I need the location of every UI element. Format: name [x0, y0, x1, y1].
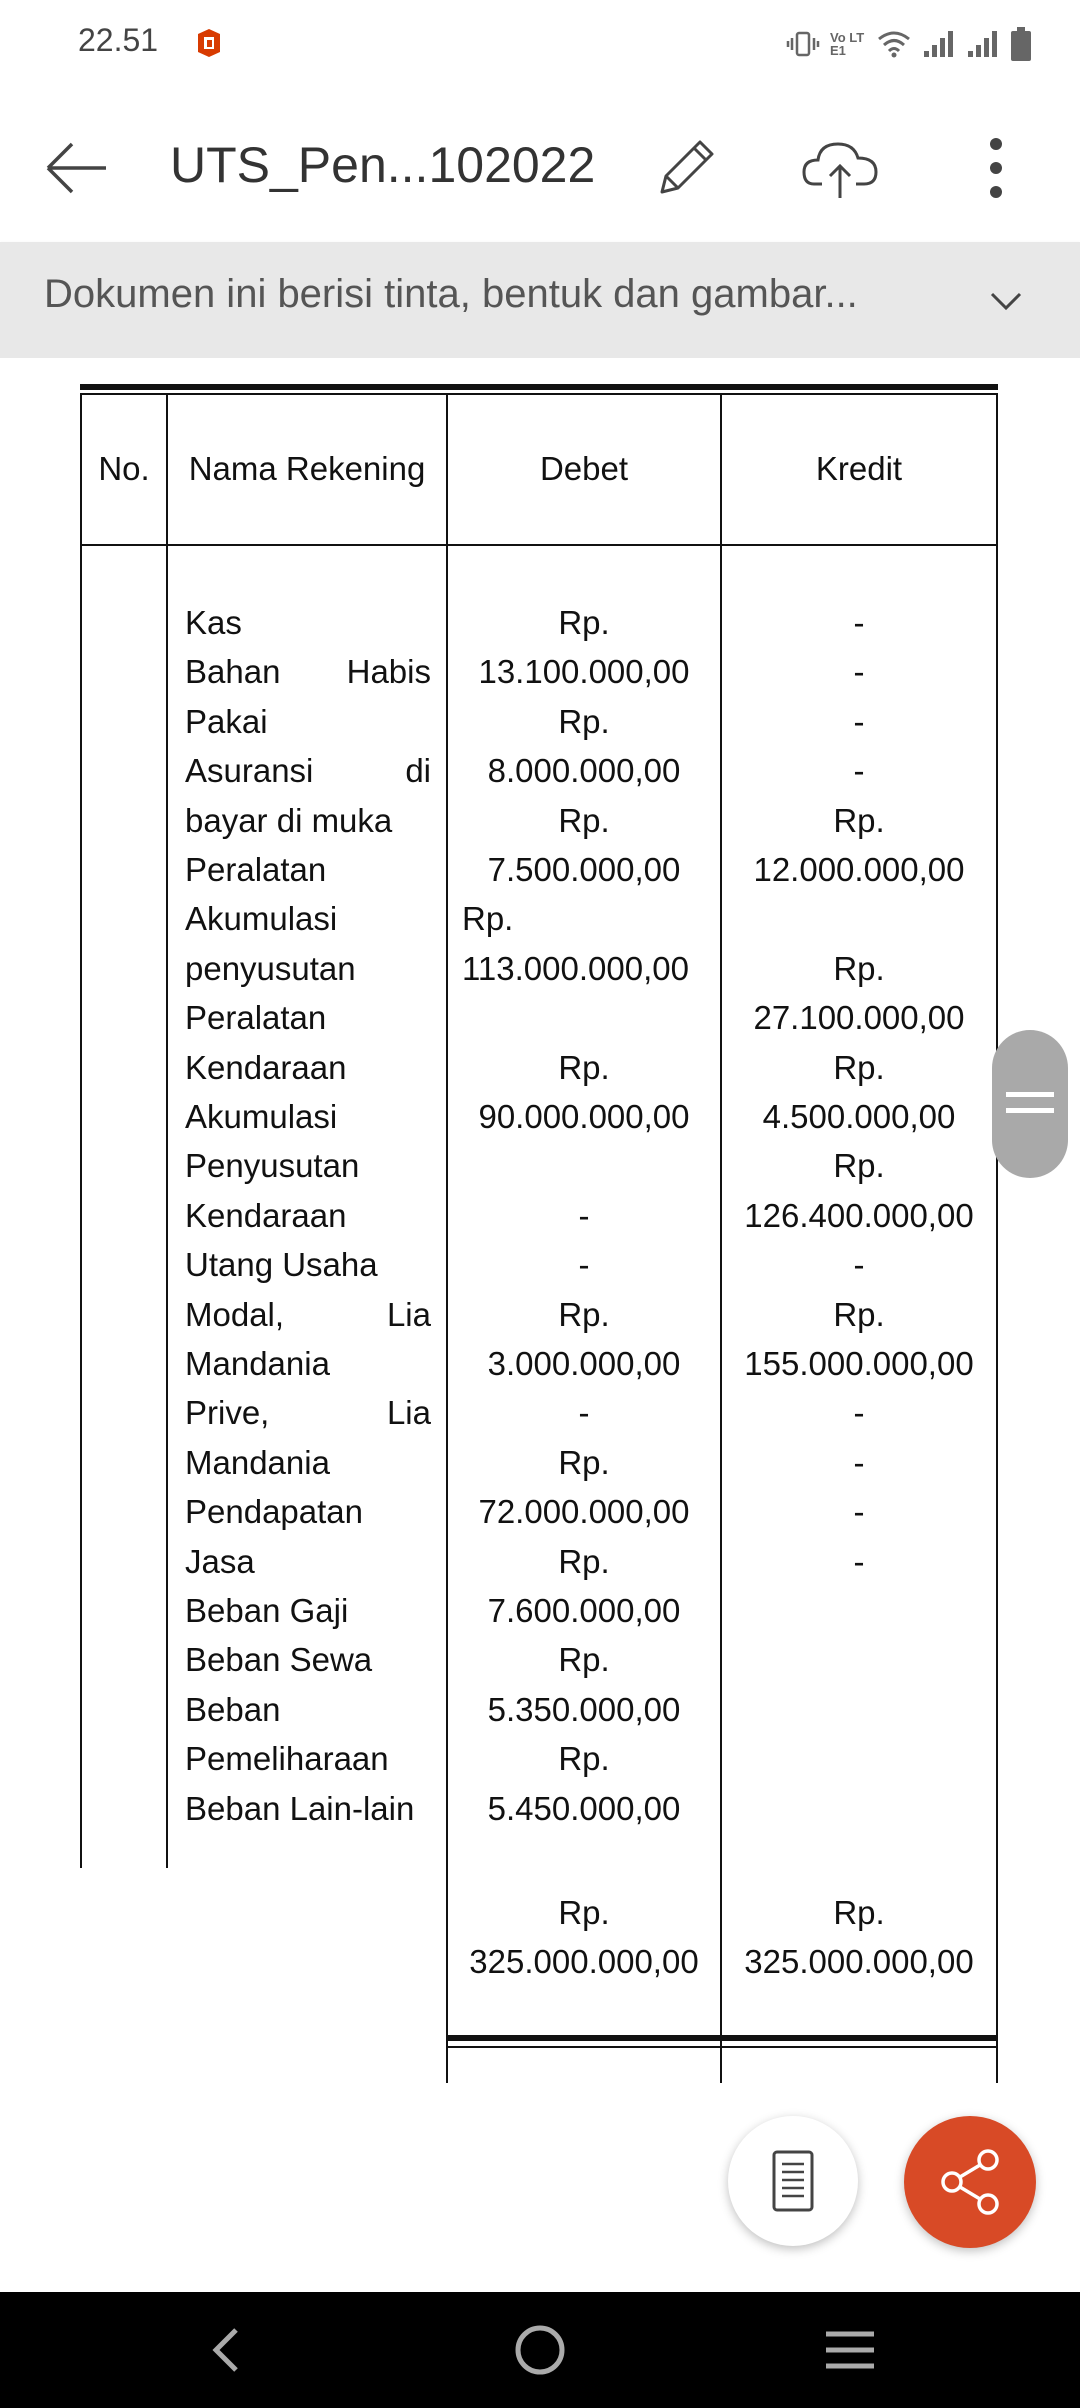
nav-home-icon[interactable]	[510, 2320, 570, 2380]
credit-line: -	[853, 1394, 865, 1432]
debit-line: -	[578, 1196, 590, 1234]
credit-line: Rp.	[833, 801, 885, 839]
debit-line: Rp.	[558, 1542, 610, 1580]
credit-line: -	[853, 1443, 865, 1481]
account-line: Pendapatan	[185, 1493, 364, 1531]
debit-line: -	[578, 1246, 590, 1284]
account-word: Lia	[386, 1394, 431, 1432]
account-line: Utang Usaha	[185, 1246, 378, 1284]
wifi-icon	[876, 29, 912, 59]
status-icons	[786, 24, 1032, 64]
credit-line: Rp.	[833, 949, 885, 987]
chevron-down-icon[interactable]	[984, 278, 1028, 322]
account-line	[185, 647, 431, 696]
system-navigation-bar	[0, 2292, 1080, 2408]
signal-icon-2	[966, 29, 1000, 59]
credit-line: -	[853, 653, 865, 691]
credit-line: 27.100.000,00	[753, 999, 965, 1037]
account-line: Peralatan	[185, 851, 327, 888]
battery-icon	[1010, 26, 1032, 62]
share-button[interactable]	[904, 2116, 1036, 2248]
debit-line: Rp.	[558, 801, 610, 839]
account-line: Beban Lain-lain	[185, 1789, 415, 1827]
account-line: Kendaraan	[185, 1048, 347, 1086]
account-line: Beban Sewa	[185, 1641, 373, 1679]
app-bar	[0, 90, 1080, 242]
account-line: bayar di muka	[185, 801, 393, 839]
border-right	[996, 393, 998, 2083]
account-line: Beban	[185, 1690, 281, 1728]
nav-back-icon[interactable]	[200, 2322, 256, 2378]
share-icon	[904, 2116, 1036, 2248]
credit-line: -	[853, 752, 865, 790]
nav-recents-icon[interactable]	[822, 2324, 878, 2376]
debit-line: 8.000.000,00	[487, 752, 681, 790]
header-debit: Debet	[539, 450, 629, 487]
credit-line: 12.000.000,00	[753, 851, 965, 888]
more-options-icon[interactable]	[966, 130, 1026, 206]
account-line	[185, 746, 431, 795]
account-line: Jasa	[185, 1542, 255, 1580]
signal-icon-1	[922, 29, 956, 59]
header-no: No.	[98, 450, 150, 487]
credit-line: Rp.	[833, 1295, 885, 1333]
credit-line: -	[853, 604, 865, 641]
debit-line: 90.000.000,00	[478, 1098, 690, 1135]
banner-text: Dokumen ini berisi tinta, bentuk dan gambar...	[44, 272, 858, 316]
account-word: Modal,	[185, 1295, 285, 1333]
debit-line: Rp.	[558, 1740, 610, 1778]
credit-line: 126.400.000,00	[744, 1196, 974, 1234]
account-line: Penyusutan	[185, 1147, 360, 1185]
account-line: Kendaraan	[185, 1196, 347, 1234]
credit-line: 155.000.000,00	[744, 1345, 974, 1382]
debit-line: 5.450.000,00	[487, 1789, 681, 1827]
document-icon	[728, 2116, 858, 2246]
border-left	[80, 393, 82, 1868]
debit-line: Rp.	[558, 1443, 610, 1481]
account-line: Pakai	[185, 702, 268, 740]
reading-mode-button[interactable]	[728, 2116, 858, 2246]
credit-line: -	[853, 1542, 865, 1580]
credit-line: Rp.	[833, 1147, 885, 1185]
account-word: Bahan	[185, 653, 281, 691]
account-line: Mandania	[185, 1443, 330, 1481]
document-page	[0, 358, 1080, 2292]
debit-line: 113.000.000,00	[462, 949, 689, 987]
border-no-col	[166, 393, 168, 1868]
header-bottom-border	[80, 544, 998, 546]
status-time: 22.51	[78, 22, 159, 58]
header-account-name: Nama Rekening	[188, 450, 426, 487]
account-line	[185, 1290, 431, 1339]
volte-label: Vo LTE1	[830, 30, 865, 58]
debit-line: 7.600.000,00	[487, 1592, 681, 1629]
total-debit-amount: 325.000.000,00	[469, 1943, 699, 1980]
total-top-border	[446, 2035, 998, 2041]
account-line: Pemeliharaan	[185, 1740, 389, 1778]
debit-line: 72.000.000,00	[478, 1493, 690, 1531]
credit-line: Rp.	[833, 1048, 885, 1086]
back-arrow-icon[interactable]	[40, 130, 116, 206]
document-title[interactable]: UTS_Pen...102022	[170, 137, 596, 193]
account-line: Mandania	[185, 1345, 330, 1382]
account-line	[185, 1388, 431, 1437]
info-banner[interactable]	[0, 242, 1080, 358]
account-line: Kas	[185, 604, 242, 641]
header-credit: Kredit	[815, 450, 903, 487]
edit-pencil-icon[interactable]	[648, 130, 724, 206]
account-line: Akumulasi	[185, 1098, 338, 1135]
debit-line: 3.000.000,00	[487, 1345, 681, 1382]
table-top-border	[80, 384, 998, 390]
scroll-handle[interactable]	[992, 1030, 1068, 1178]
debit-line: -	[578, 1394, 590, 1432]
debit-line: 13.100.000,00	[478, 653, 690, 691]
credit-line: 4.500.000,00	[762, 1098, 956, 1135]
account-line: Beban Gaji	[185, 1592, 349, 1629]
ledger-table	[0, 358, 1080, 2058]
debit-line: 7.500.000,00	[487, 851, 681, 888]
account-line: Akumulasi	[185, 900, 338, 938]
total-debit-prefix: Rp.	[558, 1894, 610, 1931]
account-word: Prive,	[185, 1394, 270, 1432]
account-line: penyusutan	[185, 949, 356, 987]
debit-line: Rp.	[462, 900, 514, 938]
debit-line: Rp.	[558, 1295, 610, 1333]
account-word: Asuransi	[185, 752, 314, 790]
credit-line: -	[853, 1493, 865, 1531]
total-credit-amount: 325.000.000,00	[744, 1943, 974, 1980]
credit-line: -	[853, 702, 865, 740]
account-word: di	[405, 752, 431, 790]
table-top-inner-border	[80, 393, 998, 395]
debit-line: Rp.	[558, 702, 610, 740]
total-bottom-border	[446, 2046, 998, 2048]
credit-line: -	[853, 1246, 865, 1284]
debit-line: Rp.	[558, 1641, 610, 1679]
debit-line: Rp.	[558, 1048, 610, 1086]
cloud-upload-icon[interactable]	[800, 130, 880, 206]
account-word: Lia	[386, 1295, 431, 1333]
office-app-icon	[196, 28, 222, 58]
debit-line: Rp.	[558, 604, 610, 641]
vibrate-icon	[786, 29, 820, 59]
debit-line: 5.350.000,00	[487, 1690, 681, 1728]
total-credit-prefix: Rp.	[833, 1894, 885, 1931]
account-line: Peralatan	[185, 999, 327, 1037]
status-bar	[0, 0, 1080, 90]
account-word: Habis	[346, 653, 431, 691]
